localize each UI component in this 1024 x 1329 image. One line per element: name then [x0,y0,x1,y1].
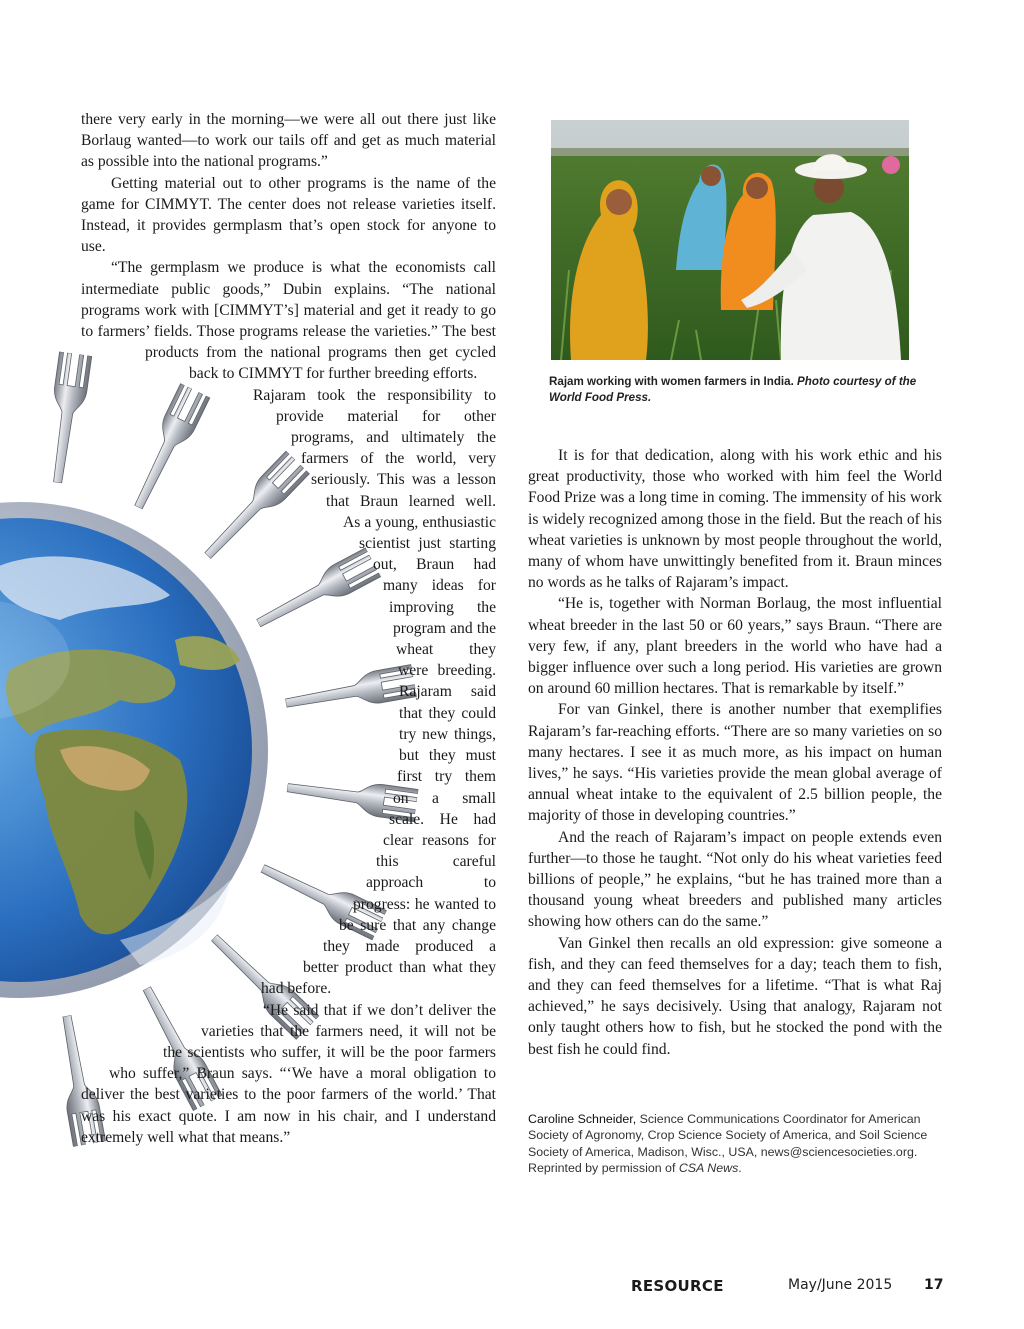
author-byline [528,1111,942,1177]
paragraph: “The germplasm we produce is what the economists call intermediate public goods,” Dubin explains. “The national programs work with [CIMMYT’s] material and get it ready to go to farmers’ fields. Those programs release the varieties.” The best products from the national programs then get cycled back to CIMMYT for further breeding efforts. [81,259,496,383]
paragraph: It is for that dedication, along with his work ethic and his great productivity, those who worked with him feel the World Food Prize was a long time in coming. The immensity of his work is widely recognized among those in the field. But the reach of his wheat varieties is unknown by most people throughout the world, many of whom have unwittingly benefited from it. Braun minces no words as he talks of Rajaram’s impact. [528,447,942,592]
caption-credit: Photo courtesy of the World Food Press. [549,375,917,404]
paragraph: Rajaram took the responsibility to provide material for other programs, and ultimately the farmers of the world, very seriously. This was a lesson that Braun learned well. As a young, enthusiastic scientist just starting out, Braun had many ideas for improving the program and the wheat they were breeding. Rajaram said that they could try new things, but they must first try them on a small scale. He had clear reasons for this careful approach to progress: he wanted to be sure that any change they made produced a better product than what they had before. [253,386,496,998]
paragraph: “He said that if we don’t deliver the varieties that the farmers need, it will not be the scientists who suffer, it will be the poor farmers who suffer,” Braun says. “‘We have a moral obligation to deliver the best varieties to the poor farmers of the world.’ That was his exact quote. I am now in his chair, and I understand extremely well what that means.” [81,1001,496,1146]
issue-date: May/June 2015 [788,1277,893,1293]
field-photo [551,120,909,360]
page-number: 17 [924,1277,944,1293]
right-text-column [528,445,942,1060]
paragraph: And the reach of Rajaram’s impact on people extends even further—to those he taught. “Not only do his wheat varieties feed billions of people,” he explains, “but he has trained more than a thousand young wheat breeders and published many articles showing how others can do the same.” [528,828,942,931]
publication-name: RESOURCE [631,1277,724,1295]
photo-caption [549,374,929,406]
paragraph: Getting material out to other programs is the name of the game for CIMMYT. The center does not release varieties itself. Instead, it provides germplasm that’s open stock for anyone to use. [81,174,496,256]
caption-text: Rajam working with women farmers in India. [549,375,794,388]
byline-end: . [738,1161,742,1176]
author-title: Science Communications Coordinator for American Society of Agronomy, Crop Science Society of America, and Soil Science Society of America, Madison, Wisc., USA, [528,1112,928,1159]
reprint-note: . Reprinted by permission of [528,1144,918,1176]
reprint-source: CSA News [678,1161,739,1176]
paragraph: For van Ginkel, there is another number that exemplifies Rajaram’s far-reaching efforts. “There are so many varieties on so many hectares. I see it as much more, as his impact on human lives,” he says. “His varieties provide the mean global average of annual wheat intake to the equivalent of 2.5 billion people, the majority of those in developing countries.” [528,701,942,825]
paragraph: there very early in the morning—we were all out there just like Borlaug wanted—to work our tails off and get as much material as possible into the national programs.” [81,111,496,171]
left-text-column [81,109,496,1148]
author-email[interactable]: news@sciencesocieties.org [760,1144,914,1159]
author-name: Caroline Schneider, [528,1112,637,1126]
page-footer [0,1277,1024,1297]
paragraph: Van Ginkel then recalls an old expression: give someone a fish, and they can feed themselves for a day; teach them to fish, and they can feed themselves for a lifetime. “That is what Raj achieved,” he says decisively. Using that analogy, Rajaram not only taught others how to fish, but he stocked the pond with the best fish he could find. [528,934,942,1058]
paragraph: “He is, together with Norman Borlaug, the most influential wheat breeder in the last 50 or 60 years,” says Braun. “There are very few, if any, plant breeders in the world who have had a bigger influence over such a long period. His varieties are grown on around 60 million hectares. That is remarkable by itself.” [528,595,942,698]
